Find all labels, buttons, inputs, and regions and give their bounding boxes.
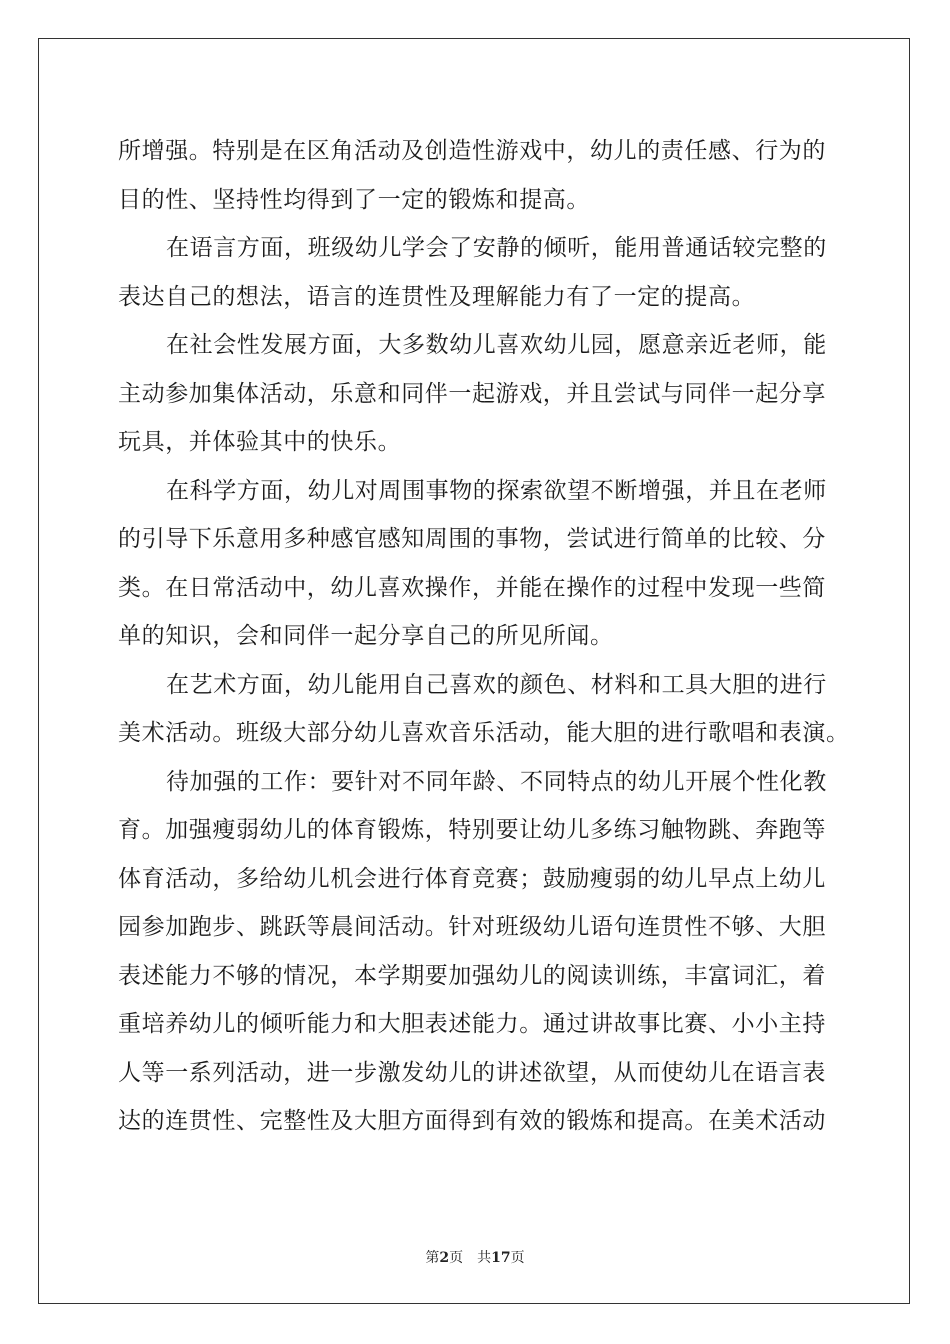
text-line: 育。加强瘦弱幼儿的体育锻炼，特别要让幼儿多练习触物跳、奔跑等 [118, 817, 826, 843]
page-footer [0, 1247, 950, 1267]
text-line: 的引导下乐意用多种感官感知周围的事物，尝试进行简单的比较、分 [118, 526, 826, 552]
text-line: 园参加跑步、跳跃等晨间活动。针对班级幼儿语句连贯性不够、大胆 [118, 914, 826, 940]
text-line: 类。在日常活动中，幼儿喜欢操作，并能在操作的过程中发现一些简 [118, 574, 826, 601]
text-line: 主动参加集体活动，乐意和同伴一起游戏，并且尝试与同伴一起分享 [118, 380, 826, 407]
text-line: 达的连贯性、完整性及大胆方面得到有效的锻炼和提高。在美术活动 [118, 1108, 826, 1134]
text-line: 目的性、坚持性均得到了一定的锻炼和提高。 [118, 186, 590, 213]
text-line: 单的知识，会和同伴一起分享自己的所见所闻。 [118, 623, 614, 649]
page-label-prefix: 第 [425, 1250, 440, 1266]
total-label-suffix: 页 [510, 1250, 525, 1266]
text-line: 表达自己的想法，语言的连贯性及理解能力有了一定的提高。 [118, 283, 756, 310]
paragraph-start-line: 待加强的工作：要针对不同年龄、不同特点的幼儿开展个性化教 [166, 768, 827, 795]
paragraph-start-line: 在语言方面，班级幼儿学会了安静的倾听，能用普通话较完整的 [166, 235, 827, 261]
text-line: 表述能力不够的情况，本学期要加强幼儿的阅读训练，丰富词汇，着 [118, 962, 826, 989]
page-label-suffix: 页 [449, 1250, 464, 1266]
page-number: 2 [439, 1250, 450, 1266]
document-body [118, 127, 850, 1146]
text-line: 玩具，并体验其中的快乐。 [118, 429, 402, 455]
paragraph-start-line: 在艺术方面，幼儿能用自己喜欢的颜色、材料和工具大胆的进行 [166, 671, 827, 698]
text-line: 所增强。特别是在区角活动及创造性游戏中，幼儿的责任感、行为的 [118, 138, 826, 164]
text-line: 重培养幼儿的倾听能力和大胆表述能力。通过讲故事比赛、小小主持 [118, 1011, 826, 1037]
text-line: 人等一系列活动，进一步激发幼儿的讲述欲望，从而使幼儿在语言表 [118, 1059, 826, 1086]
text-line: 美术活动。班级大部分幼儿喜欢音乐活动，能大胆的进行歌唱和表演。 [118, 720, 850, 746]
paragraph-start-line: 在科学方面，幼儿对周围事物的探索欲望不断增强，并且在老师 [166, 477, 827, 504]
paragraph-start-line: 在社会性发展方面，大多数幼儿喜欢幼儿园，愿意亲近老师，能 [166, 332, 827, 358]
total-label-prefix: 共 [477, 1250, 492, 1266]
total-pages: 17 [491, 1250, 511, 1266]
text-line: 体育活动，多给幼儿机会进行体育竞赛；鼓励瘦弱的幼儿早点上幼儿 [118, 865, 826, 892]
